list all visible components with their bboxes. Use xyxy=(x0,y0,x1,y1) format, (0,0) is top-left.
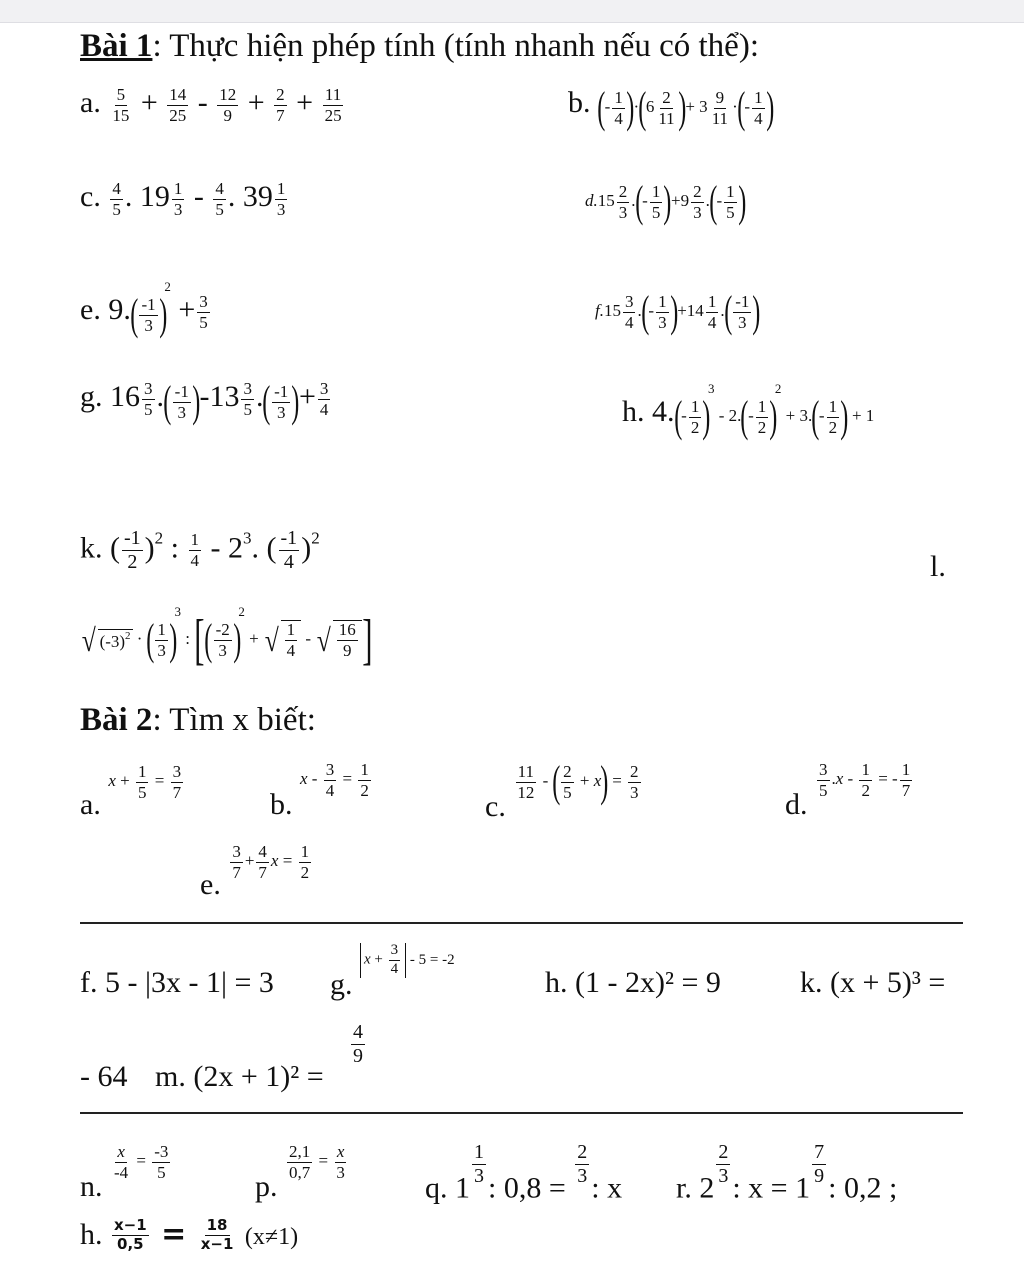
bai2-h2: h. $\frac{x-1}{0,5}$ = $\frac{18}{x-1}$ (x≠1) xyxy=(80,1216,299,1253)
bai2-e: e. $\frac{3}{7}$ + $\frac{4}{7}$ x = $\frac{1}{2}$ xyxy=(200,841,310,901)
bai1-g: g. 16 $\frac{3}{5}$ .( $\frac{-1}{3}$ )-13 $\frac{3}{5}$ .( $\frac{-1}{3}$ )+ $\frac{3}{4}$ xyxy=(80,377,329,427)
bai2-a: a. x + $\frac{1}{5}$ = $\frac{3}{7}$ xyxy=(80,761,182,821)
bai1-d: d.15 $\frac{2}{3}$ .(- $\frac{1}{5}$ )+9 $\frac{2}{3}$ .(- $\frac{1}{5}$ ) xyxy=(585,177,747,226)
bai2-d: d. $\frac{3}{5}$ .x - $\frac{1}{2}$ = - $\frac{1}{7}$ xyxy=(785,759,911,821)
bai2-n: n. $\frac{x}{-4}$ = $\frac{-3}{5}$ xyxy=(80,1141,169,1203)
bai2-b: b. x - $\frac{3}{4}$ = $\frac{1}{2}$ xyxy=(270,759,369,821)
bai1-e: e. 9.( $\frac{-1}{3}$ )$^2$ + $\frac{3}{5}$ xyxy=(80,279,208,340)
bai2-f: f. 5 - |3x - 1| = 3 xyxy=(80,966,274,999)
bai1-h: h. 4.(- $\frac{1}{2}$ )$^3$ - 2.(- $\frac{1}{2}$ )$^2$ + 3.(- $\frac{1}{2}$ ) + 1 xyxy=(622,381,875,442)
bai1-k: k. ( $\frac{-1}{2}$ )$^2$ : $\frac{1}{4}$ - $2^3$. ( $\frac{-1}{4}$ )$^2$ xyxy=(80,527,320,573)
bai2-m-frac: $\frac{4}{9}$ xyxy=(353,1021,363,1067)
divider-1 xyxy=(80,922,963,924)
bai2-k-cont: - 64 xyxy=(80,1060,128,1093)
bai1-l-label: l. xyxy=(930,550,946,583)
bai2-c: c. $\frac{11}{12}$ - ( $\frac{2}{5}$ + x) = $\frac{2}{3}$ xyxy=(485,757,639,823)
bai1-b: b. (- $\frac{1}{4}$ )·(6 $\frac{2}{11}$ )+ 3 $\frac{9}{11}$ ·(- $\frac{1}{4}$ ) xyxy=(568,83,774,132)
bai2-p: p. $\frac{2,1}{0,7}$ = $\frac{x}{3}$ xyxy=(255,1141,345,1203)
bai2-h: h. (1 - 2x)² = 9 xyxy=(545,966,721,999)
bai2-q: q. 1 $\frac{1}{3}$ : 0,8 = $\frac{2}{3}$ : x xyxy=(425,1141,623,1205)
bai2-g: g. x + $\frac{3}{4}$ - 5 = -2 xyxy=(330,942,455,1001)
bai1-a: a. $\frac{5}{15}$ + $\frac{14}{25}$ - $\frac{12}{9}$ + $\frac{2}{7}$ + $\frac{11}{25}$ xyxy=(80,85,342,125)
bai1-f: f.15 $\frac{3}{4}$ .(- $\frac{1}{3}$ )+14 $\frac{1}{4}$ .( $\frac{-1}{3}$ ) xyxy=(595,287,761,336)
bai2-r: r. 2 $\frac{2}{3}$ : x = 1 $\frac{7}{9}$ : 0,2 ; xyxy=(676,1141,898,1205)
divider-2 xyxy=(80,1112,963,1114)
bai2-heading: Bài 2: Tìm x biết: xyxy=(80,702,316,738)
bai1-l: √ $(-3)^2$ · ( $\frac{1}{3}$ )$^3$ : [( $\frac{-2}{3}$ )$^2$ + √ $\frac{1}{4}$ - √ $\frac{16}{9}$ ] xyxy=(81,604,373,672)
bai2-m: m. (2x + 1)² = xyxy=(155,1060,324,1093)
bai2-k: k. (x + 5)³ = xyxy=(800,966,946,999)
bai1-heading: Bài 1: Thực hiện phép tính (tính nhanh nếu có thể): xyxy=(80,28,759,64)
bai1-c: c. $\frac{4}{5}$ . 19 $\frac{1}{3}$ - $\frac{4}{5}$ . 39 $\frac{1}{3}$ xyxy=(80,179,286,219)
top-bar xyxy=(0,0,1024,23)
